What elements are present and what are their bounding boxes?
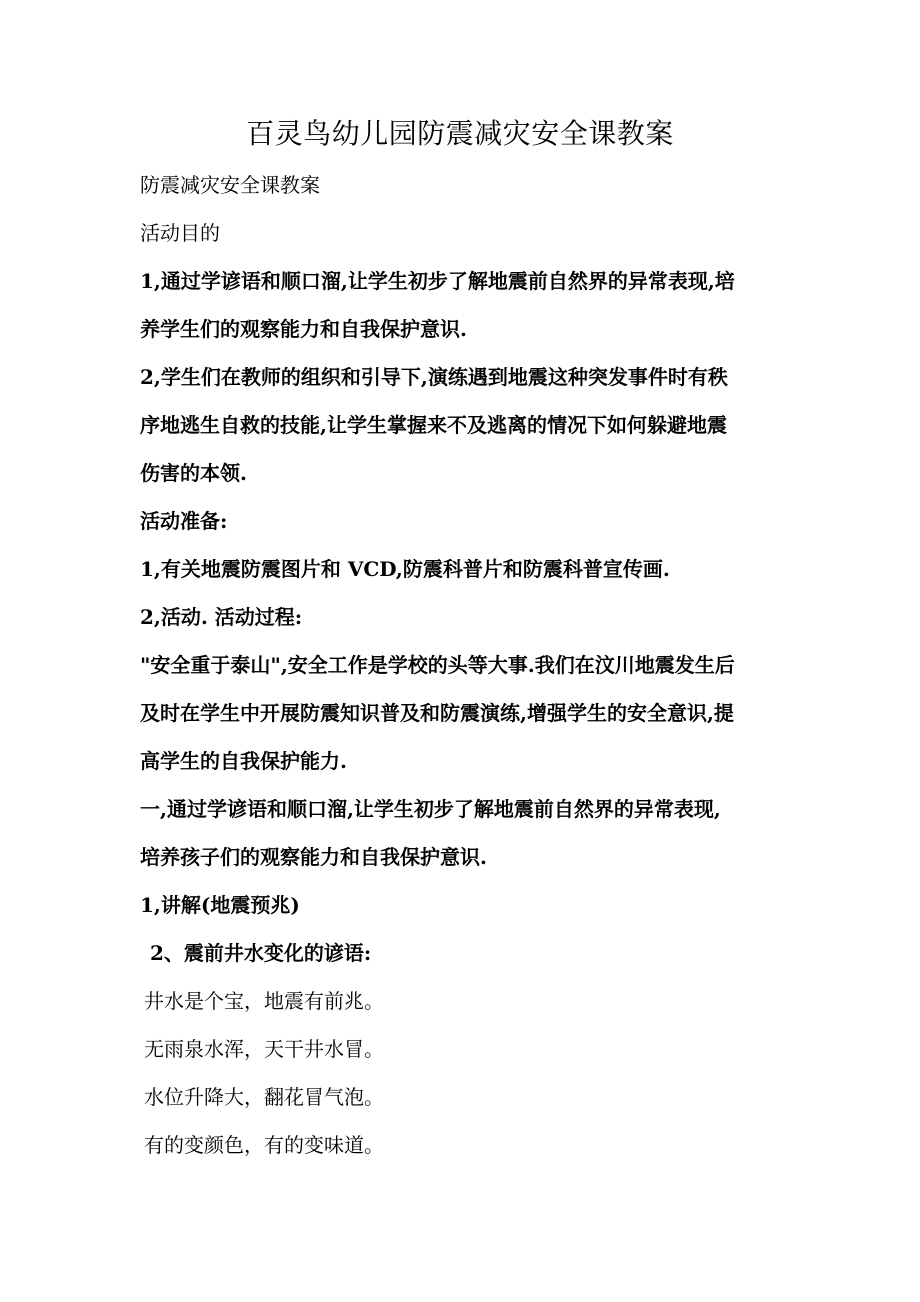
paragraph-line: 序地逃生自救的技能,让学生掌握来不及逃离的情况下如何躲避地震: [140, 413, 727, 437]
proverb-line: 无雨泉水浑，天干井水冒。: [144, 1037, 384, 1061]
paragraph-line: 2,学生们在教师的组织和引导下,演练遇到地震这种突发事件时有秩: [140, 365, 728, 389]
paragraph-line: 及时在学生中开展防震知识普及和防震演练,增强学生的安全意识,提: [140, 701, 734, 725]
paragraph-line: 1,通过学谚语和顺口溜,让学生初步了解地震前自然界的异常表现,培: [140, 269, 735, 293]
proverb-line: 水位升降大，翻花冒气泡。: [144, 1085, 384, 1109]
paragraph-line: 高学生的自我保护能力.: [140, 749, 347, 773]
proverb-line: 有的变颜色，有的变味道。: [144, 1133, 384, 1157]
paragraph-line: 培养孩子们的观察能力和自我保护意识.: [140, 845, 487, 869]
document-subtitle: 防震减灾安全课教案: [140, 173, 320, 197]
proverb-line: 井水是个宝，地震有前兆。: [144, 989, 384, 1013]
paragraph-line: 1,有关地震防震图片和 VCD,防震科普片和防震科普宣传画.: [140, 557, 670, 581]
section-heading-objectives: 活动目的: [140, 221, 220, 245]
paragraph-line: 1,讲解(地震预兆): [140, 893, 300, 917]
paragraph-line: 2、震前井水变化的谚语:: [150, 941, 372, 965]
paragraph-line: 一,通过学谚语和顺口溜,让学生初步了解地震前自然界的异常表现,: [140, 797, 721, 821]
paragraph-line: "安全重于泰山",安全工作是学校的头等大事.我们在汶川地震发生后: [140, 653, 735, 677]
paragraph-line: 伤害的本领.: [140, 461, 247, 485]
section-heading-preparation: 活动准备:: [140, 509, 228, 533]
document-title: 百灵鸟幼儿园防震减灾安全课教案: [246, 117, 674, 150]
paragraph-line: 养学生们的观察能力和自我保护意识.: [140, 317, 467, 341]
paragraph-line: 2,活动. 活动过程:: [140, 605, 303, 629]
